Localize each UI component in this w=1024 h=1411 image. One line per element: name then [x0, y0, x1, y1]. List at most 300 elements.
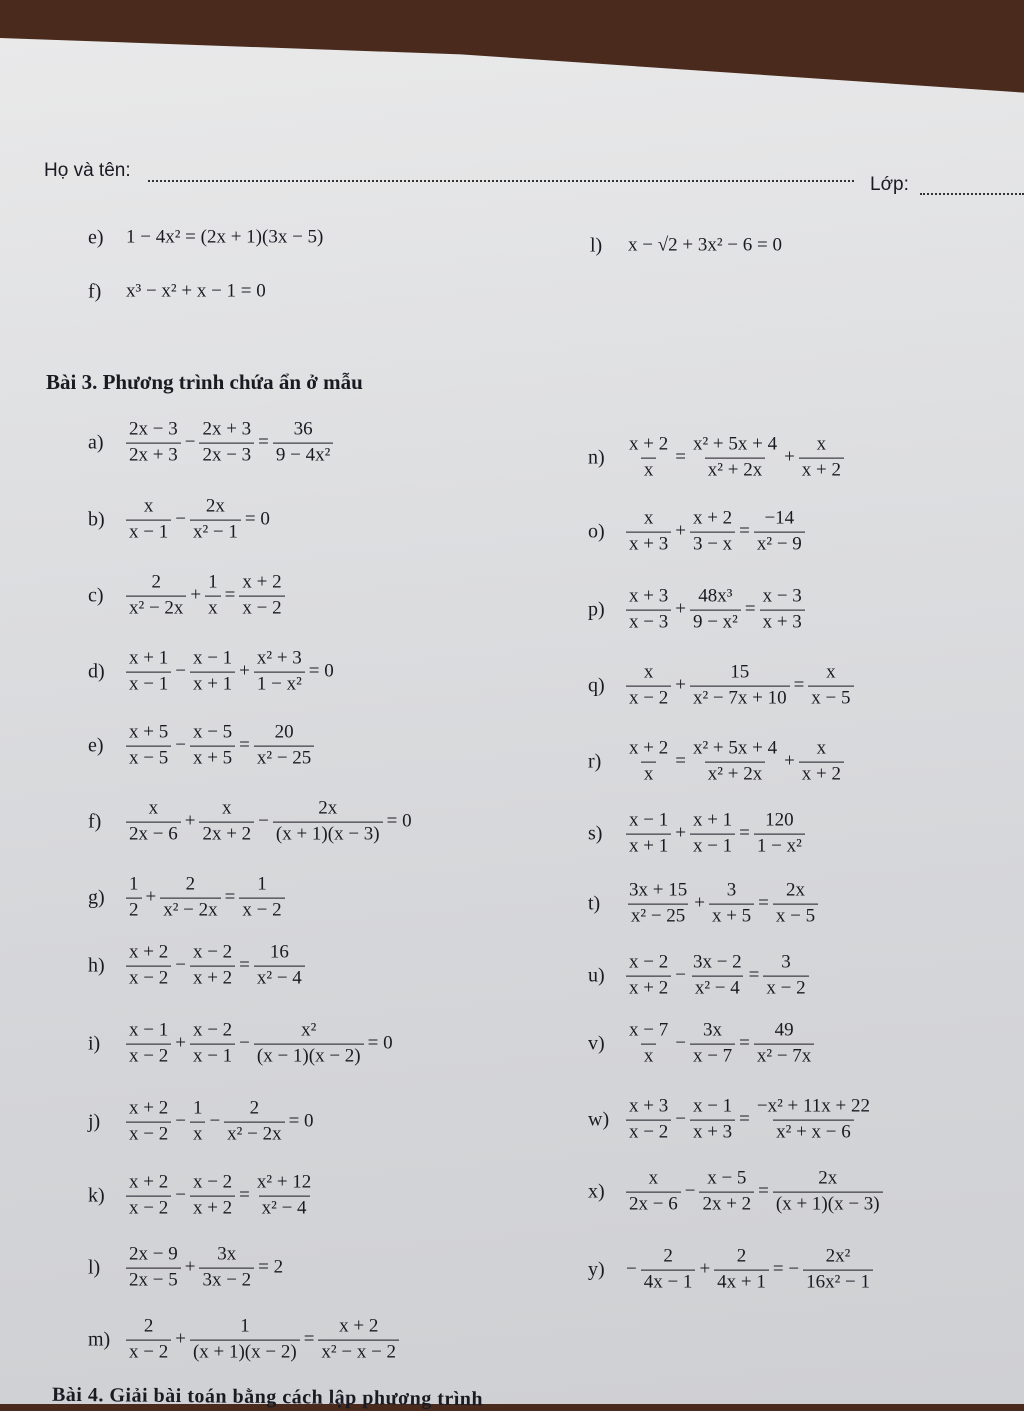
fraction-numerator: x [648, 1167, 659, 1189]
fraction-denominator: x − 2 [239, 898, 284, 922]
equation-expression [624, 1097, 875, 1144]
fraction-denominator: x² − 2x [126, 596, 186, 620]
student-header [44, 160, 1024, 195]
fraction [190, 723, 235, 770]
operator: = [224, 585, 236, 606]
fraction-denominator: x + 2 [190, 966, 235, 990]
fraction-numerator: 16 [269, 941, 289, 963]
fraction-numerator: x² + 3 [256, 647, 302, 669]
fraction-numerator: 1 [129, 873, 139, 895]
item-label: y) [588, 1258, 605, 1281]
fraction-numerator: x − 2 [192, 1171, 233, 1193]
equation-expression [624, 739, 846, 786]
fraction [126, 420, 181, 467]
fraction [626, 663, 671, 710]
equation-item [588, 663, 856, 710]
operator: − [675, 965, 686, 986]
fraction [254, 649, 305, 696]
operator: + [784, 751, 795, 772]
fraction-numerator: x [816, 433, 827, 455]
operator: − [675, 1033, 686, 1054]
fraction-numerator: 20 [274, 721, 294, 743]
operator: + [675, 823, 686, 844]
operator: = [748, 965, 760, 986]
fraction-denominator: (x + 1)(x − 3) [773, 1192, 883, 1216]
fraction-numerator: 1 [240, 1315, 250, 1337]
equation-expression [624, 811, 807, 858]
fraction [224, 1099, 284, 1146]
fraction-denominator: x² + 2x [705, 458, 765, 482]
fraction-numerator: 2 [663, 1245, 673, 1267]
fraction-denominator: x [205, 596, 221, 620]
fraction [626, 1169, 681, 1216]
operator: = [744, 599, 756, 620]
fraction [641, 1247, 696, 1294]
item-label: d) [88, 660, 105, 683]
fraction [808, 663, 853, 710]
fraction-numerator: x + 3 [629, 585, 669, 607]
equation-item [88, 799, 414, 846]
equation-expression [124, 799, 414, 846]
fraction-denominator: x² − 25 [628, 904, 688, 928]
fraction-denominator: 9 − x² [690, 610, 741, 634]
operator: − [175, 1185, 186, 1206]
item-label: m) [88, 1328, 111, 1351]
fraction [205, 573, 221, 620]
fraction [626, 811, 671, 858]
fraction-numerator: 2x² [825, 1245, 851, 1267]
fraction-numerator: −14 [764, 507, 795, 529]
fraction [803, 1247, 873, 1294]
fraction-denominator: 4x + 1 [714, 1270, 769, 1294]
fraction-numerator: x [143, 495, 154, 517]
fraction-numerator: x + 2 [129, 941, 169, 963]
operator: − [175, 509, 186, 530]
operator: = [739, 1033, 750, 1054]
fraction-denominator: 3 − x [690, 532, 735, 556]
operator: + [784, 447, 795, 468]
fraction-denominator: x − 2 [126, 1122, 171, 1146]
item-label: s) [588, 822, 603, 845]
operator: − [258, 811, 269, 832]
fraction-denominator: 2x + 3 [126, 443, 181, 467]
operator: = [303, 1329, 315, 1350]
fraction-numerator: 15 [730, 661, 750, 683]
fraction [126, 1021, 171, 1068]
fraction [690, 587, 741, 634]
fraction [626, 1021, 671, 1068]
fraction-denominator: 1 − x² [254, 672, 305, 696]
fraction [709, 881, 754, 928]
fraction [773, 881, 818, 928]
equation-expression [624, 1169, 885, 1216]
fraction-numerator: x − 1 [192, 647, 233, 669]
equation-item [88, 420, 335, 467]
equation-item [88, 649, 336, 696]
fraction-numerator: x + 2 [129, 1097, 169, 1119]
operator: + [675, 599, 686, 620]
equation-expression [124, 723, 316, 770]
fraction-numerator: 2x [785, 879, 805, 901]
equation-expression [124, 943, 307, 990]
fraction [690, 435, 780, 482]
fraction-numerator: x + 2 [629, 737, 669, 759]
equation-item [88, 1021, 395, 1068]
equation-item [88, 1317, 401, 1364]
fraction [126, 875, 142, 922]
fraction-numerator: 48x³ [698, 585, 733, 607]
fraction-denominator: x − 5 [808, 686, 853, 710]
operator: + [239, 661, 250, 682]
fraction [254, 1021, 364, 1068]
fraction-denominator: x − 2 [239, 596, 284, 620]
equation-item [588, 1097, 875, 1144]
fraction [190, 649, 235, 696]
item-label: e) [88, 734, 104, 757]
fraction-denominator: x² − 25 [254, 746, 314, 770]
fraction-denominator: x² − 1 [190, 520, 241, 544]
fraction-numerator: x + 2 [129, 1171, 169, 1193]
fraction [690, 663, 790, 710]
fraction-denominator: x² − 9 [754, 532, 805, 556]
fraction-denominator: (x − 1)(x − 2) [254, 1044, 364, 1068]
fraction-denominator: x − 2 [126, 966, 171, 990]
fraction-numerator: x − 2 [629, 951, 669, 973]
fraction [699, 1169, 754, 1216]
fraction [690, 1021, 735, 1068]
fraction-denominator: x − 1 [190, 1044, 235, 1068]
operator: = [739, 1109, 750, 1130]
fraction [126, 573, 186, 620]
operator: = [758, 1181, 769, 1202]
equation-item [588, 435, 846, 482]
fraction [199, 1245, 254, 1292]
fraction-denominator: x² − 2x [160, 898, 220, 922]
fraction-numerator: 2 [151, 571, 161, 593]
item-label: b) [88, 508, 105, 531]
fraction [126, 1099, 171, 1146]
fraction-denominator: x² − 7x [754, 1044, 814, 1068]
operator: = [739, 521, 750, 542]
fraction-denominator: x² − 4 [692, 976, 743, 1000]
fraction-numerator: x [222, 797, 232, 819]
expression-text: = 2 [258, 1256, 284, 1278]
fraction [190, 497, 241, 544]
expression-text: 1 − 4x² = (2x + 1)(3x − 5) [126, 226, 324, 248]
item-label: a) [88, 431, 104, 454]
operator: − [175, 735, 186, 756]
fraction-denominator: 2x − 3 [199, 443, 254, 467]
fraction-denominator: x² + x − 6 [773, 1120, 854, 1144]
fraction-numerator: 1 [257, 873, 267, 895]
fraction-numerator: x − 1 [692, 1095, 733, 1117]
fraction [626, 435, 671, 482]
fraction-numerator: x + 2 [242, 571, 282, 593]
fraction-denominator: x − 5 [773, 904, 818, 928]
item-label: g) [88, 886, 105, 909]
fraction [690, 953, 745, 1000]
fraction-numerator: 3x [217, 1243, 237, 1265]
operator: − [239, 1033, 250, 1054]
fraction-denominator: x − 1 [126, 520, 171, 544]
fraction [754, 1097, 873, 1144]
fraction-denominator: x [641, 458, 657, 482]
fraction-denominator: x² − 2x [224, 1122, 284, 1146]
expression-text: x − √2 + 3x² − 6 = 0 [628, 234, 782, 256]
fraction [126, 497, 171, 544]
fraction-numerator: x [643, 507, 654, 529]
class-label: Lớp: [870, 174, 909, 195]
operator: + [694, 893, 705, 914]
operator: = [239, 955, 250, 976]
fraction [626, 739, 671, 786]
expression-text: = 0 [308, 660, 334, 682]
fraction [190, 1021, 235, 1068]
fraction [126, 943, 171, 990]
operator: = [224, 887, 236, 908]
fraction-numerator: x + 1 [692, 809, 733, 831]
fraction-numerator: x − 7 [629, 1019, 669, 1041]
item-label: l) [88, 1256, 101, 1279]
equation-item [88, 227, 325, 250]
fraction-numerator: 2x [818, 1167, 838, 1189]
equation-item [588, 881, 820, 928]
fraction-denominator: 9 − 4x² [273, 443, 333, 467]
operator: + [175, 1329, 186, 1350]
fraction-numerator: 49 [774, 1019, 794, 1041]
fraction [126, 723, 171, 770]
operator: + [145, 887, 157, 908]
fraction [760, 587, 805, 634]
fraction [160, 875, 220, 922]
equation-item [588, 1169, 885, 1216]
fraction-numerator: 2x − 9 [129, 1243, 178, 1265]
fraction [190, 1173, 235, 1220]
operator: − [175, 1111, 186, 1132]
operator: − [175, 661, 186, 682]
fraction-numerator: 3 [781, 951, 791, 973]
fraction-numerator: x [816, 737, 827, 759]
operator: − [184, 432, 196, 453]
fraction-denominator: x − 1 [690, 834, 735, 858]
fraction-denominator: x − 7 [690, 1044, 735, 1068]
fraction-numerator: 2 [736, 1245, 747, 1267]
name-label: Họ và tên: [44, 160, 131, 181]
fraction [773, 1169, 883, 1216]
fraction [126, 1245, 181, 1292]
equation-expression [624, 509, 807, 556]
operator: = [239, 735, 250, 756]
fraction-numerator: 3x + 15 [629, 879, 688, 901]
fraction-numerator: 3 [726, 879, 737, 901]
fraction-denominator: x − 2 [126, 1196, 171, 1220]
fraction-numerator: x + 2 [692, 507, 733, 529]
operator: − [175, 955, 186, 976]
fraction [273, 420, 333, 467]
equation-expression [124, 1317, 401, 1364]
fraction-denominator: (x + 1)(x − 3) [273, 822, 383, 846]
fraction [763, 953, 808, 1000]
operator: = [239, 1185, 250, 1206]
fraction-denominator: x + 1 [626, 834, 671, 858]
fraction-numerator: x² + 5x + 4 [692, 433, 778, 455]
fraction-numerator: 2x [205, 495, 225, 517]
operator: + [184, 1257, 196, 1278]
operator: − [684, 1181, 696, 1202]
item-label: k) [88, 1184, 105, 1207]
equation-item [588, 811, 807, 858]
fraction-denominator: x² − 4 [254, 966, 305, 990]
item-label: c) [88, 584, 104, 607]
operator: = [675, 447, 686, 468]
fraction [799, 739, 844, 786]
fraction-numerator: x² + 5x + 4 [692, 737, 778, 759]
fraction-denominator: x + 3 [690, 1120, 735, 1144]
expression-text: = 0 [288, 1110, 314, 1132]
item-label: u) [588, 964, 605, 987]
equation-item [588, 509, 807, 556]
equation-item [588, 953, 811, 1000]
fraction-denominator: x + 3 [626, 532, 671, 556]
fraction-denominator: (x + 1)(x − 2) [190, 1340, 300, 1364]
operator: = [793, 675, 805, 696]
fraction-denominator: x² − 7x + 10 [690, 686, 790, 710]
fraction-denominator: 4x − 1 [641, 1270, 696, 1294]
fraction [754, 811, 805, 858]
item-label: w) [588, 1108, 610, 1131]
fraction [690, 811, 735, 858]
operator: − [675, 1109, 686, 1130]
fraction [273, 799, 383, 846]
equation-expression [624, 953, 811, 1000]
equation-expression [124, 497, 272, 544]
operator: + [675, 675, 686, 696]
item-label: x) [588, 1180, 605, 1203]
fraction-denominator: x [641, 1044, 657, 1068]
operator: = [758, 893, 769, 914]
fraction-numerator: x − 3 [762, 585, 802, 607]
equation-expression [124, 649, 336, 696]
fraction-numerator: 2 [185, 873, 196, 895]
fraction-numerator: x + 2 [629, 433, 669, 455]
fraction-denominator: 2x + 2 [199, 822, 254, 846]
item-label: f) [88, 810, 102, 833]
fraction-denominator: x² − 4 [259, 1196, 310, 1220]
fraction-numerator: x [826, 661, 836, 683]
equation-expression [624, 435, 846, 482]
fraction-denominator: x [641, 762, 657, 786]
item-label: p) [588, 598, 605, 621]
fraction [126, 799, 181, 846]
fraction [626, 509, 671, 556]
equation-item [88, 1099, 316, 1146]
fraction-numerator: 2 [143, 1315, 154, 1337]
expression-text: = 0 [367, 1032, 393, 1054]
fraction [126, 1317, 171, 1364]
fraction-denominator: x + 1 [190, 672, 235, 696]
fraction [754, 509, 805, 556]
equation-item [88, 573, 287, 620]
equation-item [88, 281, 268, 304]
equation-item [88, 1245, 285, 1292]
equation-item [588, 1247, 875, 1294]
operator: + [184, 811, 196, 832]
fraction-denominator: x − 2 [126, 1340, 171, 1364]
equation-item [88, 1173, 316, 1220]
expression-text: x³ − x² + x − 1 = 0 [126, 280, 266, 302]
fraction [714, 1247, 769, 1294]
equation-item [590, 235, 784, 258]
equation-item [88, 497, 272, 544]
fraction-denominator: x + 3 [760, 610, 805, 634]
fraction [254, 943, 305, 990]
equation-item [88, 943, 307, 990]
fraction [190, 1317, 300, 1364]
equation-item [88, 723, 316, 770]
name-fill-line[interactable] [148, 180, 854, 182]
fraction-numerator: x − 5 [192, 721, 233, 743]
item-label: t) [588, 892, 601, 915]
fraction-numerator: x − 5 [707, 1167, 747, 1189]
fraction [626, 953, 671, 1000]
fraction-numerator: 1 [208, 571, 218, 593]
fraction-numerator: 36 [293, 418, 313, 440]
fraction-denominator: x² + 2x [705, 762, 765, 786]
equation-expression [624, 1247, 875, 1294]
equation-expression [124, 420, 335, 467]
fraction-denominator: x − 1 [126, 672, 171, 696]
fraction [690, 509, 735, 556]
fraction-denominator: x − 2 [626, 1120, 671, 1144]
expression-text: = 0 [386, 810, 412, 832]
fraction [626, 587, 671, 634]
operator: + [675, 521, 686, 542]
fraction [318, 1317, 399, 1364]
item-label: n) [588, 446, 605, 469]
section-3-title: Bài 3. Phương trình chứa ẩn ở mẫu [46, 370, 363, 394]
expression-text: = 0 [244, 508, 270, 530]
fraction-numerator: x + 3 [629, 1095, 669, 1117]
fraction [126, 1173, 171, 1220]
fraction-denominator: x − 2 [626, 686, 671, 710]
operator: = [739, 823, 750, 844]
item-label: o) [588, 520, 605, 543]
fraction [199, 799, 254, 846]
fraction-denominator: x [190, 1122, 206, 1146]
fraction-numerator: x − 2 [192, 1019, 233, 1041]
item-label: h) [88, 954, 105, 977]
fraction [754, 1021, 814, 1068]
class-fill-line[interactable] [920, 193, 1024, 195]
equation-expression [626, 236, 784, 257]
fraction [190, 1099, 206, 1146]
fraction [254, 1173, 314, 1220]
operator: + [190, 585, 202, 606]
equation-expression [624, 587, 807, 634]
fraction-numerator: 2 [249, 1097, 260, 1119]
fraction-denominator: 2x + 2 [699, 1192, 754, 1216]
operator: = − [772, 1259, 800, 1280]
operator: + [699, 1259, 711, 1280]
fraction-denominator: x + 5 [709, 904, 754, 928]
equation-expression [124, 282, 268, 303]
item-label: i) [88, 1032, 101, 1055]
fraction-numerator: 2x − 3 [129, 418, 178, 440]
item-label: j) [88, 1110, 101, 1133]
equation-expression [124, 1099, 316, 1146]
equation-item [88, 875, 287, 922]
fraction [690, 1097, 735, 1144]
